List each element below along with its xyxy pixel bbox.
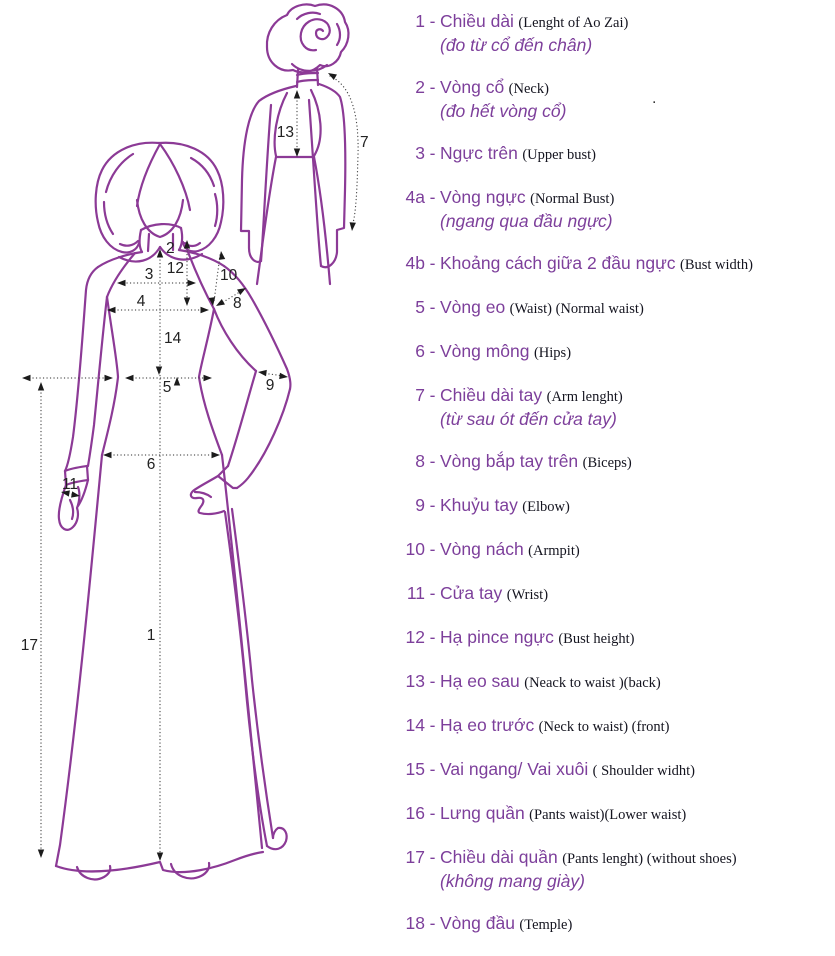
dim-label-17: 17 [20,637,38,654]
left-cuff [65,466,87,471]
right-forearm-inner [228,371,256,466]
item-content [440,384,832,408]
item-dash: - [429,627,436,647]
list-item [394,758,832,782]
hair-strand [191,158,214,186]
left-arm-outer [65,267,98,471]
item-number: 7 [415,385,425,405]
item-dash: - [429,451,436,471]
item-dash: - [429,583,436,603]
item-dash: - [429,671,436,691]
right-arm [319,84,345,267]
hair-strand [104,202,113,234]
item-content [440,142,832,166]
item-label-en: (Arm lenght) [546,389,623,405]
item-number: 13 [405,671,425,691]
item-dash: - [429,143,436,163]
item-label-vi: Khuỷu tay [440,495,518,515]
item-content [440,538,832,562]
list-item [394,10,832,56]
item-dash: - [429,253,436,273]
skirt-left-edge [56,455,102,866]
face-jaw [137,200,183,237]
item-number: 5 [415,297,425,317]
item-label-vi: Chiều dài [440,11,514,31]
item-label-en: (Bust width) [680,257,753,273]
dim-label-12: 12 [166,260,184,277]
hair-part-left [137,144,160,206]
item-label-en: (Neack to waist )(back) [524,675,661,691]
item-label-vi: Chiều dài tay [440,385,543,405]
item-label-en: (Neck) [508,81,549,97]
dim-label-10: 10 [220,267,238,284]
item-content [440,670,832,694]
item-content [440,340,832,364]
item-label-vi: Vòng nách [440,539,524,559]
hair-bun-outline [267,4,349,72]
item-number: 17 [405,847,425,867]
item-label-vi: Vòng ngực [440,187,526,207]
item-label-vi: Chiều dài quần [440,847,558,867]
measurement-list [394,10,832,956]
item-dash: - [429,385,436,405]
right-finger-line [195,492,211,497]
item-label-vi: Lưng quần [440,803,525,823]
item-content [440,186,832,210]
list-item [394,538,832,562]
bodice-side-right [199,309,222,455]
item-dash: - [429,539,436,559]
item-dash: - [429,341,436,361]
hair-strand [120,241,138,246]
item-number: 15 [405,759,425,779]
item-number: 1 [415,11,425,31]
item-dash: - [429,715,436,735]
item-label-en: (Pants waist)(Lower waist) [529,807,687,823]
item-content [440,758,832,782]
item-label-en: (Biceps) [582,455,632,471]
dim-label-2: 2 [166,240,175,257]
back-panel-edge [232,509,273,838]
item-label-en: (Elbow) [522,499,570,515]
item-number: 2 [415,77,425,97]
item-sub-vi: (đo từ cổ đến chân) [440,35,593,55]
list-item [394,340,832,364]
dim-label-6: 6 [146,456,156,473]
dim-label-13: 13 [276,124,294,141]
dim-label-1: 1 [146,627,156,644]
item-number: 11 [406,583,425,603]
list-item [394,582,832,606]
item-content [440,76,832,100]
item-number: 6 [415,341,425,361]
item-label-vi: Hạ eo trước [440,715,535,735]
item-content [440,252,832,276]
item-label-en: (Pants lenght) (without shoes) [562,851,737,867]
list-item [394,802,832,826]
item-sub-vi: (không mang giày) [440,871,585,891]
collar-left-edge [140,230,142,252]
item-label-vi: Vòng cổ [440,77,505,97]
item-label-en: (Armpit) [528,543,580,559]
item-number: 10 [405,539,425,559]
hair-bun-strand [297,13,320,19]
item-dash: - [429,187,436,207]
item-number: 4a [405,187,425,207]
item-label-en: ( Shoulder widht) [592,763,695,779]
collar-band [297,80,318,82]
dim-label-14: 14 [164,330,182,347]
list-item [394,912,832,936]
dim-label-3: 3 [144,266,154,283]
dim-label-8: 8 [233,295,242,312]
item-label-en: (Normal Bust) [530,191,615,207]
item-label-vi: Vòng bắp tay trên [440,451,579,471]
item-label-en: (Bust height) [558,631,635,647]
item-dash: - [429,11,436,31]
back-panel-hem-fold [267,828,287,849]
item-content [440,296,832,320]
item-content [440,626,832,650]
item-number: 8 [415,451,425,471]
item-content [440,494,832,518]
left-arm-inner [88,297,107,466]
right-cuff [218,466,237,488]
item-content [440,912,832,936]
dim-label-11: 11 [61,476,79,493]
item-label-vi: Hạ pince ngực [440,627,554,647]
item-number: 16 [405,803,425,823]
item-content [440,846,832,870]
list-item [394,186,832,232]
left-arm [241,86,296,262]
hair-bun-spiral [301,19,330,50]
list-item [394,626,832,650]
item-dash: - [429,847,436,867]
item-label-en: (Wrist) [506,587,549,603]
list-item [394,384,832,430]
item-label-en: (Hips) [533,345,572,361]
hair-strand [215,194,217,226]
item-dash: - [429,495,436,515]
item-label-en: (Waist) (Normal waist) [509,301,644,317]
item-number: 4b [405,253,425,273]
item-label-vi: Ngực trên [440,143,518,163]
item-content [440,802,832,826]
dim-label-7: 7 [360,134,369,151]
dim-label-5: 5 [162,379,172,396]
measurement-diagram [0,0,400,894]
item-label-en: (Neck to waist) (front) [538,719,670,735]
item-label-en: (Lenght of Ao Zai) [518,15,629,31]
dim-label-4: 4 [136,293,146,310]
dim-label-9: 9 [265,377,275,394]
list-item [394,714,832,738]
right-forearm-outer [237,389,290,488]
left-thumb [70,500,73,519]
right-shoulder [179,250,224,266]
item-label-en: (Temple) [519,917,573,933]
item-number: 3 [415,143,425,163]
item-dash: - [429,759,436,779]
item-content [440,582,832,606]
neck-line [317,68,318,85]
neck-line [297,70,298,87]
item-number: 9 [415,495,425,515]
item-dash: - [429,913,436,933]
hair-part-right [160,144,190,210]
list-item [394,76,832,122]
skirt-right-edge [222,455,262,848]
item-dash: - [429,297,436,317]
item-label-vi: Vòng đầu [440,913,515,933]
item-label-vi: Vòng mông [440,341,530,361]
item-label-vi: Khoảng cách giữa 2 đầu ngực [440,253,676,273]
item-label-vi: Hạ eo sau [440,671,520,691]
item-label-vi: Vòng eo [440,297,506,317]
list-item [394,252,832,276]
list-item [394,450,832,474]
hair-bun-strand [337,24,340,45]
back-view-figure [241,4,348,284]
neck-line [148,234,149,251]
item-sub-vi: (ngang qua đầu ngực) [440,211,613,231]
item-sub-vi: (từ sau ót đến cửa tay) [440,409,617,429]
item-number: 12 [405,627,425,647]
item-sub-vi: (đo hết vòng cổ) [440,101,567,121]
item-content [440,10,832,34]
stray-dot: . [652,90,657,107]
collar-band [297,73,318,75]
right-arm-inner [214,309,256,371]
list-item [394,846,832,892]
item-number: 14 [405,715,425,735]
list-item [394,296,832,320]
item-label-vi: Vai ngang/ Vai xuôi [440,759,589,779]
list-item [394,494,832,518]
list-item [394,142,832,166]
list-item [394,670,832,694]
item-content [440,450,832,474]
item-content [440,714,832,738]
item-dash: - [429,803,436,823]
item-label-vi: Cửa tay [440,583,503,603]
item-dash: - [429,77,436,97]
shoe-left [77,866,110,879]
left-shoulder [98,252,142,267]
collar-right-edge [179,228,182,250]
item-number: 18 [405,913,425,933]
item-label-en: (Upper bust) [522,147,597,163]
